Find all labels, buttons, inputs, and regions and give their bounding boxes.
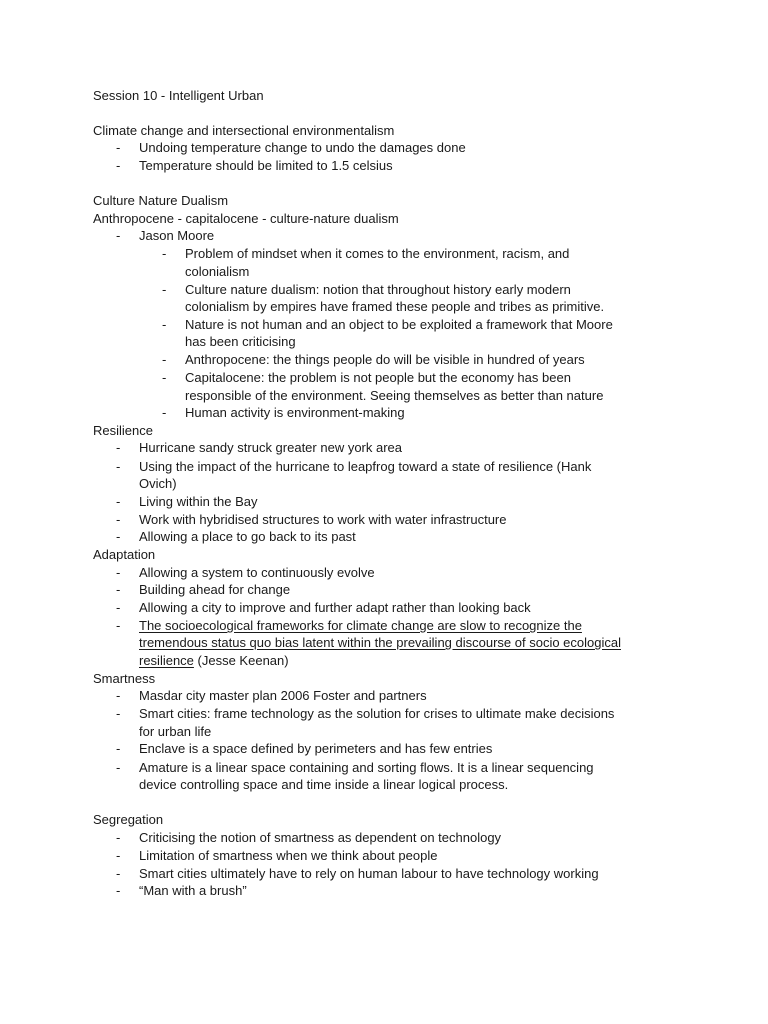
bullet-dash: - — [116, 848, 121, 863]
bullet-text: Allowing a place to go back to its past — [139, 529, 356, 544]
bullet-dash: - — [116, 618, 121, 633]
bullet-text: “Man with a brush” — [139, 883, 247, 898]
bullet-dash: - — [116, 459, 121, 474]
bullet-dash: - — [116, 600, 121, 615]
bullet-text: Capitalocene: the problem is not people but the economy has been — [185, 370, 571, 385]
bullet-text: Problem of mindset when it comes to the environment, racism, and — [185, 246, 570, 261]
bullet-dash: - — [116, 866, 121, 881]
quote-author: (Jesse Keenan) — [193, 653, 289, 668]
bullet-text: Building ahead for change — [139, 582, 291, 597]
bullet-dash: - — [116, 760, 121, 775]
bullet-dash: - — [162, 246, 167, 261]
bullet-dash: - — [116, 582, 121, 597]
bullet-text-continued: device controlling space and time inside a linear logical process. — [139, 777, 509, 792]
bullet-text: Using the impact of the hurricane to leapfrog toward a state of resilience (Hank — [139, 459, 592, 474]
bullet-dash: - — [162, 405, 167, 420]
quote-text-continued: tremendous status quo bias latent within the prevailing discourse of socio ecological — [139, 635, 621, 650]
section-heading-climate: Climate change and intersectional environmentalism — [93, 123, 395, 138]
document-title: Session 10 - Intelligent Urban — [93, 88, 264, 103]
bullet-text: Jason Moore — [139, 228, 215, 243]
bullet-dash: - — [116, 741, 121, 756]
bullet-text-continued: for urban life — [139, 724, 212, 739]
bullet-text: Nature is not human and an object to be exploited a framework that Moore — [185, 317, 613, 332]
bullet-text-continued: has been criticising — [185, 334, 296, 349]
bullet-text-continued: responsible of the environment. Seeing themselves as better than nature — [185, 388, 604, 403]
bullet-dash: - — [116, 158, 121, 173]
bullet-dash: - — [116, 688, 121, 703]
quote-text-end: resilience — [139, 653, 194, 668]
bullet-dash: - — [116, 565, 121, 580]
section-heading-segregation: Segregation — [93, 812, 164, 827]
bullet-text-continued: colonialism by empires have framed these people and tribes as primitive. — [185, 299, 605, 314]
section-heading-resilience: Resilience — [93, 423, 153, 438]
bullet-text: Living within the Bay — [139, 494, 258, 509]
section-heading-smartness: Smartness — [93, 671, 156, 686]
bullet-dash: - — [116, 228, 121, 243]
bullet-dash: - — [162, 352, 167, 367]
bullet-text: Human activity is environment-making — [185, 405, 405, 420]
bullet-text-continued: Ovich) — [139, 476, 177, 491]
bullet-text: Enclave is a space defined by perimeters and has few entries — [139, 741, 493, 756]
bullet-dash: - — [116, 440, 121, 455]
bullet-text-continued: colonialism — [185, 264, 250, 279]
section-heading-culture: Culture Nature Dualism — [93, 193, 229, 208]
bullet-text: Culture nature dualism: notion that throughout history early modern — [185, 282, 571, 297]
section-heading-adaptation: Adaptation — [93, 547, 156, 562]
bullet-dash: - — [116, 883, 121, 898]
bullet-dash: - — [116, 830, 121, 845]
bullet-text: Criticising the notion of smartness as dependent on technology — [139, 830, 502, 845]
bullet-dash: - — [162, 282, 167, 297]
bullet-dash: - — [116, 494, 121, 509]
bullet-text: Anthropocene: the things people do will be visible in hundred of years — [185, 352, 585, 367]
quote-text: The socioecological frameworks for climate change are slow to recognize the — [139, 618, 582, 633]
bullet-text: Smart cities ultimately have to rely on human labour to have technology working — [139, 866, 599, 881]
bullet-text: Masdar city master plan 2006 Foster and partners — [139, 688, 427, 703]
section-subheading: Anthropocene - capitalocene - culture-nature dualism — [93, 211, 399, 226]
bullet-text: Limitation of smartness when we think about people — [139, 848, 438, 863]
bullet-text: Smart cities: frame technology as the solution for crises to ultimate make decisions — [139, 706, 615, 721]
bullet-text: Allowing a city to improve and further adapt rather than looking back — [139, 600, 531, 615]
bullet-text: Amature is a linear space containing and sorting flows. It is a linear sequencing — [139, 760, 594, 775]
quote-last-line — [139, 653, 289, 669]
bullet-dash: - — [116, 140, 121, 155]
bullet-dash: - — [162, 317, 167, 332]
bullet-dash: - — [116, 512, 121, 527]
bullet-dash: - — [116, 706, 121, 721]
bullet-text: Allowing a system to continuously evolve — [139, 565, 375, 580]
bullet-text: Work with hybridised structures to work with water infrastructure — [139, 512, 507, 527]
bullet-text: Hurricane sandy struck greater new york area — [139, 440, 403, 455]
bullet-dash: - — [162, 370, 167, 385]
bullet-text: Undoing temperature change to undo the damages done — [139, 140, 466, 155]
bullet-dash: - — [116, 529, 121, 544]
bullet-text: Temperature should be limited to 1.5 celsius — [139, 158, 393, 173]
